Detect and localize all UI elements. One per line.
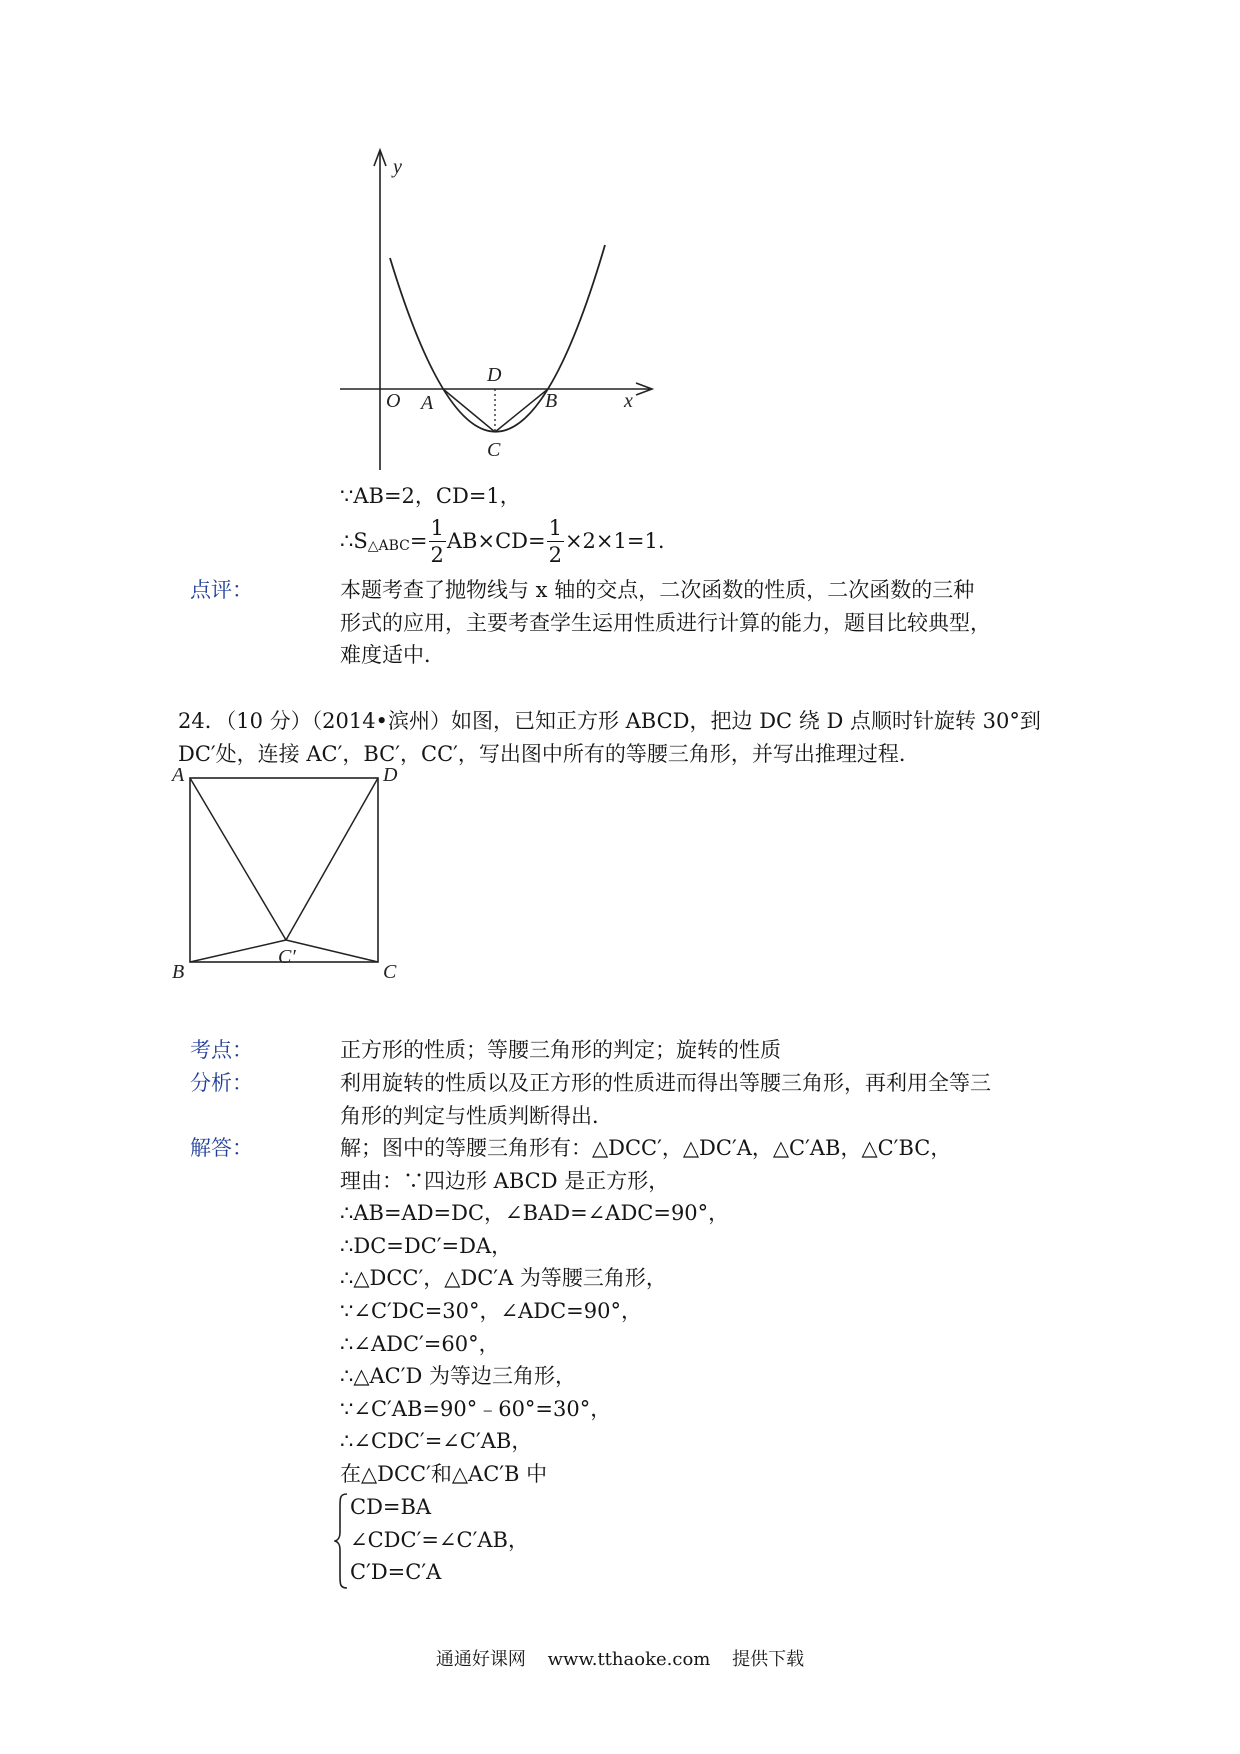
solution-line: 解；图中的等腰三角形有：△DCC′，△DC′A，△C′AB，△C′BC， <box>340 1136 952 1160</box>
footer-site: 通通好课网 <box>435 1649 526 1670</box>
equation-system <box>350 1491 529 1589</box>
label-x: x <box>624 390 633 412</box>
question-line: DC′处，连接 AC′，BC′，CC′，写出图中所有的等腰三角形，并写出推理过程． <box>178 741 920 766</box>
segment-bc <box>495 389 548 432</box>
label-c: C <box>487 439 501 461</box>
analysis-text <box>340 1067 991 1132</box>
area-formula <box>340 513 665 569</box>
solution-label: 解答： <box>190 1136 253 1160</box>
area-subscript: △ABC <box>367 538 410 554</box>
system-line: CD=BA <box>350 1495 432 1519</box>
solution-line: 在△DCC′和△AC′B 中 <box>340 1461 548 1486</box>
segment-b-cprime <box>190 940 286 962</box>
solution-line: ∴∠CDC′=∠C′AB， <box>340 1429 533 1454</box>
solution-line: ∴△DCC′，△DC′A 为等腰三角形， <box>340 1266 667 1291</box>
solution-line: ∴DC=DC′=DA， <box>340 1233 513 1258</box>
solution-line: ∵∠C′DC=30°，∠ADC=90°， <box>340 1298 642 1323</box>
label-c-prime: C′ <box>278 946 296 968</box>
label-o: O <box>386 390 401 412</box>
analysis-line: 角形的判定与性质判断得出． <box>340 1103 613 1128</box>
area-tail: ×2×1=1. <box>564 529 665 553</box>
fraction-denominator: 2 <box>430 542 444 567</box>
fraction-numerator: 1 <box>548 515 562 540</box>
knowledge-text: 正方形的性质；等腰三角形的判定；旋转的性质 <box>340 1038 781 1062</box>
analysis-label: 分析： <box>190 1071 253 1095</box>
fraction-half-1 <box>429 515 446 568</box>
solution-line: ∴∠ADC′=60°， <box>340 1331 500 1356</box>
page-footer <box>0 1647 1240 1673</box>
solution-line: 理由：∵四边形 ABCD 是正方形， <box>340 1168 670 1193</box>
prev-solution-line: ∵AB=2，CD=1， <box>340 484 521 508</box>
system-line: ∠CDC′=∠C′AB， <box>350 1527 529 1552</box>
system-brace <box>334 1492 350 1590</box>
system-line: C′D=C′A <box>350 1560 442 1585</box>
knowledge-label: 考点： <box>190 1038 253 1062</box>
square-abcd <box>190 778 378 962</box>
area-mid: AB×CD= <box>446 529 546 553</box>
review-label: 点评： <box>190 578 253 602</box>
label-c: C <box>383 961 397 983</box>
review-line: 形式的应用，主要考查学生运用性质进行计算的能力，题目比较典型， <box>340 610 991 635</box>
label-b: B <box>172 961 185 983</box>
footer-url[interactable]: www.tthaoke.com <box>547 1649 711 1670</box>
label-y: y <box>393 156 402 178</box>
review-text <box>340 574 991 672</box>
segment-d-cprime <box>286 778 378 940</box>
footer-note: 提供下载 <box>732 1649 805 1670</box>
review-line: 难度适中． <box>340 643 445 668</box>
fraction-half-2 <box>547 515 564 568</box>
square-figure <box>168 760 408 985</box>
segment-ac <box>443 389 495 432</box>
question-line: 24．（10 分）（2014•滨州）如图，已知正方形 ABCD，把边 DC 绕 D 点顺时针旋转 30°到 <box>178 709 1041 733</box>
label-a: A <box>172 764 185 786</box>
review-line: 本题考查了抛物线与 x 轴的交点，二次函数的性质，二次函数的三种 <box>340 578 975 602</box>
segment-a-cprime <box>190 778 286 940</box>
label-d: D <box>383 764 398 786</box>
label-b: B <box>545 390 558 412</box>
label-a: A <box>421 392 434 414</box>
solution-line: ∵∠C′AB=90°﹣60°=30°， <box>340 1396 612 1421</box>
area-eq: = <box>409 529 428 553</box>
solution-text <box>340 1132 951 1491</box>
fraction-denominator: 2 <box>548 542 562 567</box>
solution-line: ∴△AC′D 为等边三角形， <box>340 1364 577 1389</box>
area-prefix: ∴S <box>340 529 368 553</box>
segment-c-cprime <box>286 940 378 962</box>
fraction-numerator: 1 <box>430 515 444 540</box>
label-d: D <box>487 364 502 386</box>
solution-line: ∴AB=AD=DC，∠BAD=∠ADC=90°， <box>340 1201 730 1226</box>
parabola-figure <box>330 140 670 480</box>
analysis-line: 利用旋转的性质以及正方形的性质进而得出等腰三角形，再利用全等三 <box>340 1071 991 1095</box>
